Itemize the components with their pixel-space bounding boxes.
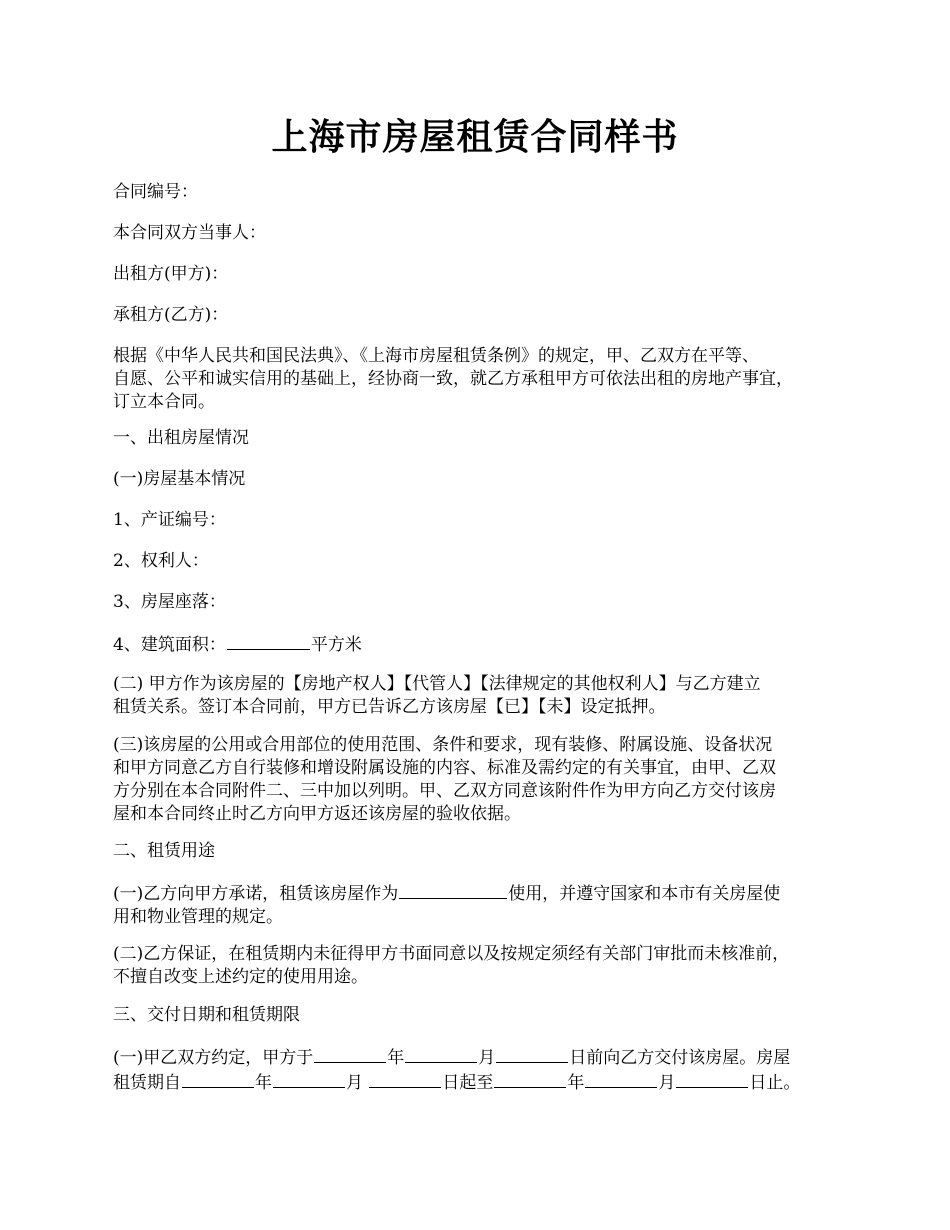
item-right-holder: 2、权利人： (113, 551, 209, 571)
start-day-blank (369, 1070, 441, 1088)
month-label: 月 (658, 1073, 676, 1093)
paragraph-line: 方分别在本合同附件二、三中加以列明。甲、乙双方同意该附件作为甲方向乙方交付该房 (113, 781, 776, 801)
preamble-line: 自愿、公平和诚实信用的基础上，经协商一致，就乙方承租甲方可依法出租的房地产事宜， (113, 369, 793, 389)
paragraph-line: 用和物业管理的规定。 (113, 907, 283, 927)
paragraph-line: (三)该房屋的公用或合用部位的使用范围、条件和要求，现有装修、附属设施、设备状况 (113, 735, 773, 755)
delivery-text: (一)甲乙双方约定，甲方于 (113, 1048, 314, 1068)
month-label: 月 (478, 1048, 496, 1068)
paragraph-line: 屋和本合同终止时乙方向甲方返还该房屋的验收依据。 (113, 804, 521, 824)
section3-sub1-paragraph (113, 1045, 843, 1095)
end-text: 日止。 (749, 1073, 801, 1093)
paragraph-line: (二) 甲方作为该房屋的【房地产权人】【代管人】【法律规定的其他权利人】与乙方建立 (113, 674, 761, 694)
section1-sub2-paragraph (113, 673, 843, 719)
paragraph-line: (二)乙方保证，在租赁期内未征得甲方书面同意以及按规定须经有关部门审批而未核准前， (113, 944, 790, 964)
delivery-year-blank (314, 1045, 386, 1063)
section3-heading: 三、交付日期和租赁期限 (113, 1005, 300, 1025)
delivery-day-text: 日前向乙方交付该房屋。房屋 (569, 1048, 791, 1068)
section2-heading: 二、租赁用途 (113, 841, 215, 861)
building-area-label: 4、建筑面积： (113, 635, 226, 655)
paragraph-line (113, 881, 843, 906)
lease-term-text: 租赁期自 (113, 1073, 181, 1093)
item-certificate-number: 1、产证编号： (113, 510, 226, 530)
section1-sub3-paragraph (113, 734, 843, 826)
item-house-location: 3、房屋座落： (113, 592, 226, 612)
delivery-month-blank (405, 1045, 477, 1063)
section2-sub1-paragraph (113, 881, 843, 929)
delivery-date-line (113, 1045, 843, 1070)
section2-sub2-paragraph (113, 943, 843, 989)
contract-number-label: 合同编号： (113, 182, 198, 202)
usage-text-before: (一)乙方向甲方承诺，租赁该房屋作为 (113, 884, 399, 904)
lessee-label: 承租方(乙方)： (113, 305, 229, 325)
paragraph-line: 租赁关系。签订本合同前，甲方已告诉乙方该房屋【已】【未】设定抵押。 (113, 697, 666, 717)
building-area-blank (227, 632, 310, 650)
from-to-text: 日起至 (442, 1073, 494, 1093)
end-month-blank (585, 1070, 657, 1088)
paragraph-line: 和甲方同意乙方自行装修和增设附属设施的内容、标准及需约定的有关事宜，由甲、乙双 (113, 758, 776, 778)
section1-sub1-heading: (一)房屋基本情况 (113, 469, 246, 489)
usage-blank (399, 881, 507, 899)
end-day-blank (676, 1070, 748, 1088)
parties-label: 本合同双方当事人： (113, 223, 266, 243)
month-label: 月 (346, 1073, 369, 1093)
lessor-label: 出租方(甲方)： (113, 264, 229, 284)
start-month-blank (273, 1070, 345, 1088)
year-label: 年 (567, 1073, 585, 1093)
usage-text-after: 使用，并遵守国家和本市有关房屋使 (508, 884, 781, 904)
building-area-unit: 平方米 (310, 635, 362, 655)
section1-heading: 一、出租房屋情况 (113, 428, 249, 448)
preamble-line: 根据《中华人民共和国民法典》、《上海市房屋租赁条例》的规定，甲、乙双方在平等、 (113, 346, 759, 366)
year-label: 年 (255, 1073, 272, 1093)
paragraph-line: 不擅自改变上述约定的使用用途。 (113, 967, 368, 987)
start-year-blank (182, 1070, 254, 1088)
delivery-day-blank (496, 1045, 568, 1063)
end-year-blank (494, 1070, 566, 1088)
preamble-paragraph (113, 345, 843, 414)
document-title: 上海市房屋租赁合同样书 (271, 116, 679, 158)
year-label: 年 (387, 1048, 405, 1068)
item-building-area (113, 632, 843, 657)
preamble-line: 订立本合同。 (113, 392, 215, 412)
lease-term-line (113, 1070, 843, 1095)
